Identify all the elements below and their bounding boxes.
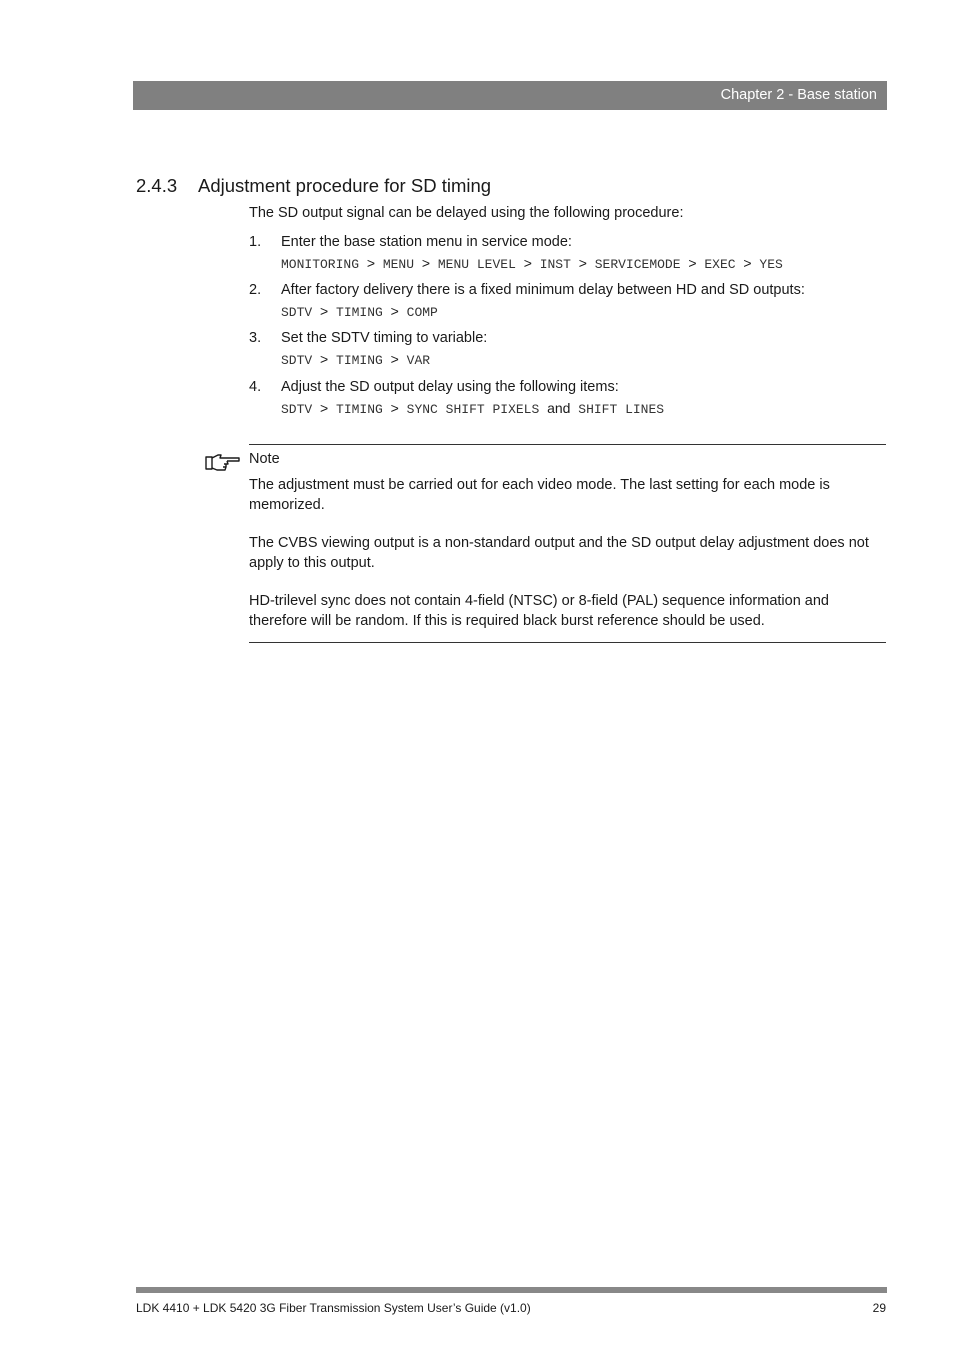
menu-item: SERVICEMODE bbox=[594, 257, 681, 272]
menu-path bbox=[281, 303, 438, 320]
step-number: 1. bbox=[249, 234, 262, 250]
menu-item: TIMING bbox=[336, 305, 383, 320]
footer-title: LDK 4410 + LDK 5420 3G Fiber Transmission System User’s Guide (v1.0) bbox=[136, 1301, 531, 1315]
note-paragraph: The adjustment must be carried out for each video mode. The last setting for each mode is memorized. bbox=[249, 477, 830, 513]
menu-item: SHIFT LINES bbox=[578, 402, 665, 417]
step-text: Adjust the SD output delay using the following items: bbox=[281, 379, 619, 395]
menu-item: VAR bbox=[406, 353, 431, 368]
menu-separator: > bbox=[578, 255, 587, 271]
note-label: Note bbox=[249, 451, 280, 467]
menu-item: SDTV bbox=[281, 402, 313, 417]
chapter-title: Chapter 2 - Base station bbox=[720, 87, 877, 103]
menu-item: INST bbox=[539, 257, 571, 272]
step-text: After factory delivery there is a fixed minimum delay between HD and SD outputs: bbox=[281, 282, 805, 298]
section-heading bbox=[136, 175, 491, 197]
page-number: 29 bbox=[872, 1301, 886, 1315]
menu-item: MENU bbox=[382, 257, 415, 272]
step-number: 2. bbox=[249, 282, 262, 298]
menu-item: MENU LEVEL bbox=[437, 257, 516, 272]
menu-path bbox=[281, 400, 664, 417]
menu-path bbox=[281, 351, 430, 368]
and-word: and bbox=[547, 400, 571, 416]
menu-item: YES bbox=[759, 257, 783, 272]
step-number: 4. bbox=[249, 379, 262, 395]
section-number: 2.4.3 bbox=[136, 175, 178, 196]
menu-item: TIMING bbox=[336, 402, 383, 417]
chapter-header bbox=[133, 81, 887, 110]
intro-paragraph: The SD output signal can be delayed using the following procedure: bbox=[249, 205, 684, 221]
menu-item: EXEC bbox=[704, 257, 736, 272]
section-title: Adjustment procedure for SD timing bbox=[198, 175, 492, 196]
menu-item: MONITORING bbox=[281, 257, 360, 272]
menu-separator: > bbox=[688, 255, 697, 271]
note-top-rule bbox=[249, 444, 886, 445]
note-paragraph: HD-trilevel sync does not contain 4-field (NTSC) or 8-field (PAL) sequence information and therefore will be random. If this is required black burst reference should be used. bbox=[249, 593, 829, 629]
menu-separator: > bbox=[390, 351, 399, 367]
menu-path bbox=[281, 255, 783, 272]
menu-item: TIMING bbox=[336, 353, 383, 368]
menu-separator: > bbox=[390, 400, 399, 416]
menu-item: SDTV bbox=[281, 305, 313, 320]
note-bottom-rule bbox=[249, 642, 886, 643]
menu-separator: > bbox=[743, 255, 752, 271]
step-text: Enter the base station menu in service mode: bbox=[281, 234, 572, 250]
menu-separator: > bbox=[421, 255, 431, 271]
menu-separator: > bbox=[366, 255, 376, 271]
step-text: Set the SDTV timing to variable: bbox=[281, 330, 488, 346]
menu-separator: > bbox=[320, 351, 329, 367]
note-paragraph: The CVBS viewing output is a non-standard output and the SD output delay adjustment does not apply to this output. bbox=[249, 535, 869, 571]
pointing-hand-icon bbox=[205, 452, 241, 472]
menu-item: SYNC SHIFT PIXELS bbox=[406, 402, 540, 417]
menu-separator: > bbox=[523, 255, 532, 271]
footer-bar bbox=[136, 1287, 887, 1293]
menu-separator: > bbox=[320, 303, 329, 319]
menu-item: COMP bbox=[406, 305, 438, 320]
menu-separator: > bbox=[390, 303, 399, 319]
menu-separator: > bbox=[320, 400, 329, 416]
step-number: 3. bbox=[249, 330, 262, 346]
menu-item: SDTV bbox=[281, 353, 313, 368]
